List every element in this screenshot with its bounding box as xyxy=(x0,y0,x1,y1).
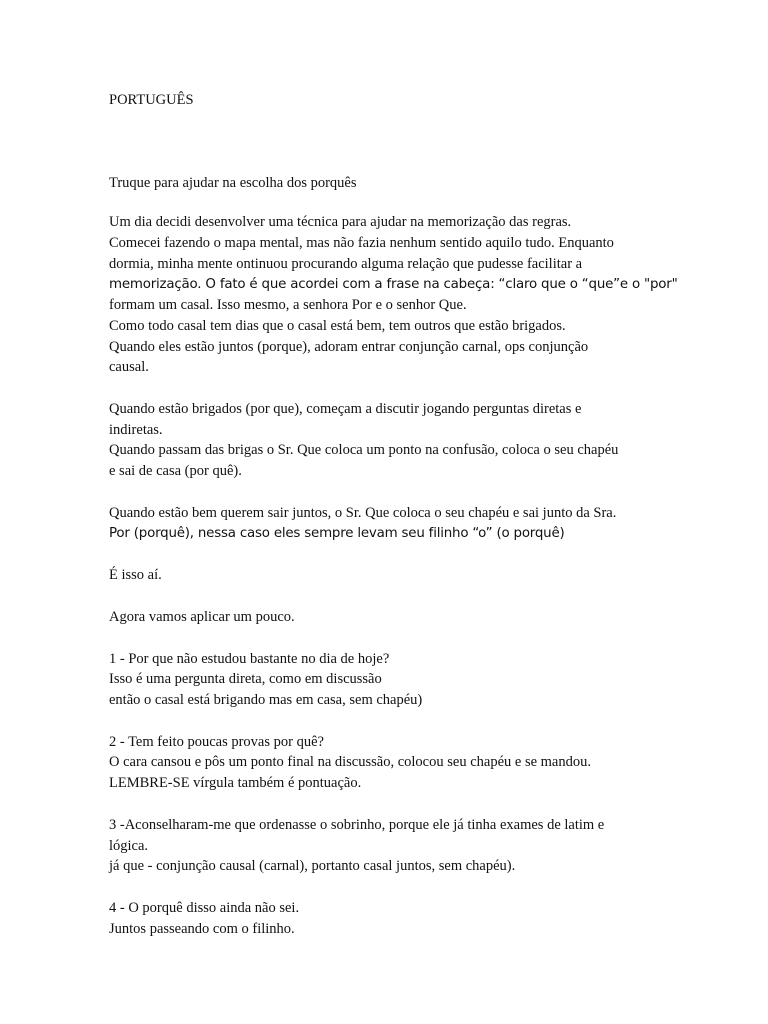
text-line: causal. xyxy=(109,359,149,376)
text-line: 4 - O porquê disso ainda não sei. xyxy=(109,899,300,916)
text-line: LEMBRE-SE vírgula também é pontuação. xyxy=(109,775,362,792)
text-line: Quando eles estão juntos (porque), adoram entrar conjunção carnal, ops conjunção xyxy=(109,338,589,355)
text-line: Um dia decidi desenvolver uma técnica para ajudar na memorização das regras. xyxy=(109,214,572,231)
text-line: É isso aí. xyxy=(109,567,162,584)
text-line: Quando estão bem querem sair juntos, o Sr. Que coloca o seu chapéu e sai junto da Sra. xyxy=(109,504,617,521)
text-line: indiretas. xyxy=(109,421,163,438)
paragraph-bem xyxy=(109,503,669,544)
text-line: Agora vamos aplicar um pouco. xyxy=(109,608,295,625)
paragraph-brigados xyxy=(109,399,669,482)
text-line: Juntos passeando com o filinho. xyxy=(109,920,295,937)
text-line: então o casal está brigando mas em casa, sem chapéu) xyxy=(109,692,423,709)
text-line: 1 - Por que não estudou bastante no dia de hoje? xyxy=(109,650,390,667)
text-line: e sai de casa (por quê). xyxy=(109,463,242,480)
paragraph-intro xyxy=(109,212,678,378)
paragraph-agora xyxy=(109,607,669,628)
text-line: já que - conjunção causal (carnal), portanto casal juntos, sem chapéu). xyxy=(109,858,516,875)
document-body xyxy=(109,90,678,960)
text-line: memorização. O fato é que acordei com a frase na cabeça: “claro que o “que”e o "por" xyxy=(109,276,678,292)
text-line: 3 -Aconselharam-me que ordenasse o sobrinho, porque ele já tinha exames de latim e xyxy=(109,816,605,833)
text-line: Isso é uma pergunta direta, como em discussão xyxy=(109,671,382,688)
text-line: Comecei fazendo o mapa mental, mas não fazia nenhum sentido aquilo tudo. Enquanto xyxy=(109,235,614,252)
document-heading: PORTUGUÊS xyxy=(109,92,194,108)
example-3 xyxy=(109,815,669,877)
text-line: Quando passam das brigas o Sr. Que coloca um ponto na confusão, coloca o seu chapéu xyxy=(109,442,619,459)
text-line: formam um casal. Isso mesmo, a senhora Por e o senhor Que. xyxy=(109,297,467,314)
text-line: Como todo casal tem dias que o casal está bem, tem outros que estão brigados. xyxy=(109,317,566,334)
example-4 xyxy=(109,898,669,939)
text-line: lógica. xyxy=(109,837,149,854)
example-2 xyxy=(109,732,669,794)
example-1 xyxy=(109,649,669,711)
text-line: dormia, minha mente ontinuou procurando alguma relação que pudesse facilitar a xyxy=(109,255,583,272)
document-subtitle: Truque para ajudar na escolha dos porquês xyxy=(109,174,357,191)
text-line: O cara cansou e pôs um ponto final na discussão, colocou seu chapéu e se mandou. xyxy=(109,754,591,771)
text-line: Por (porquê), nessa caso eles sempre levam seu filinho “o” (o porquê) xyxy=(109,525,565,541)
text-line: Quando estão brigados (por que), começam a discutir jogando perguntas diretas e xyxy=(109,401,582,418)
text-line: 2 - Tem feito poucas provas por quê? xyxy=(109,733,324,750)
paragraph-isso xyxy=(109,565,669,586)
